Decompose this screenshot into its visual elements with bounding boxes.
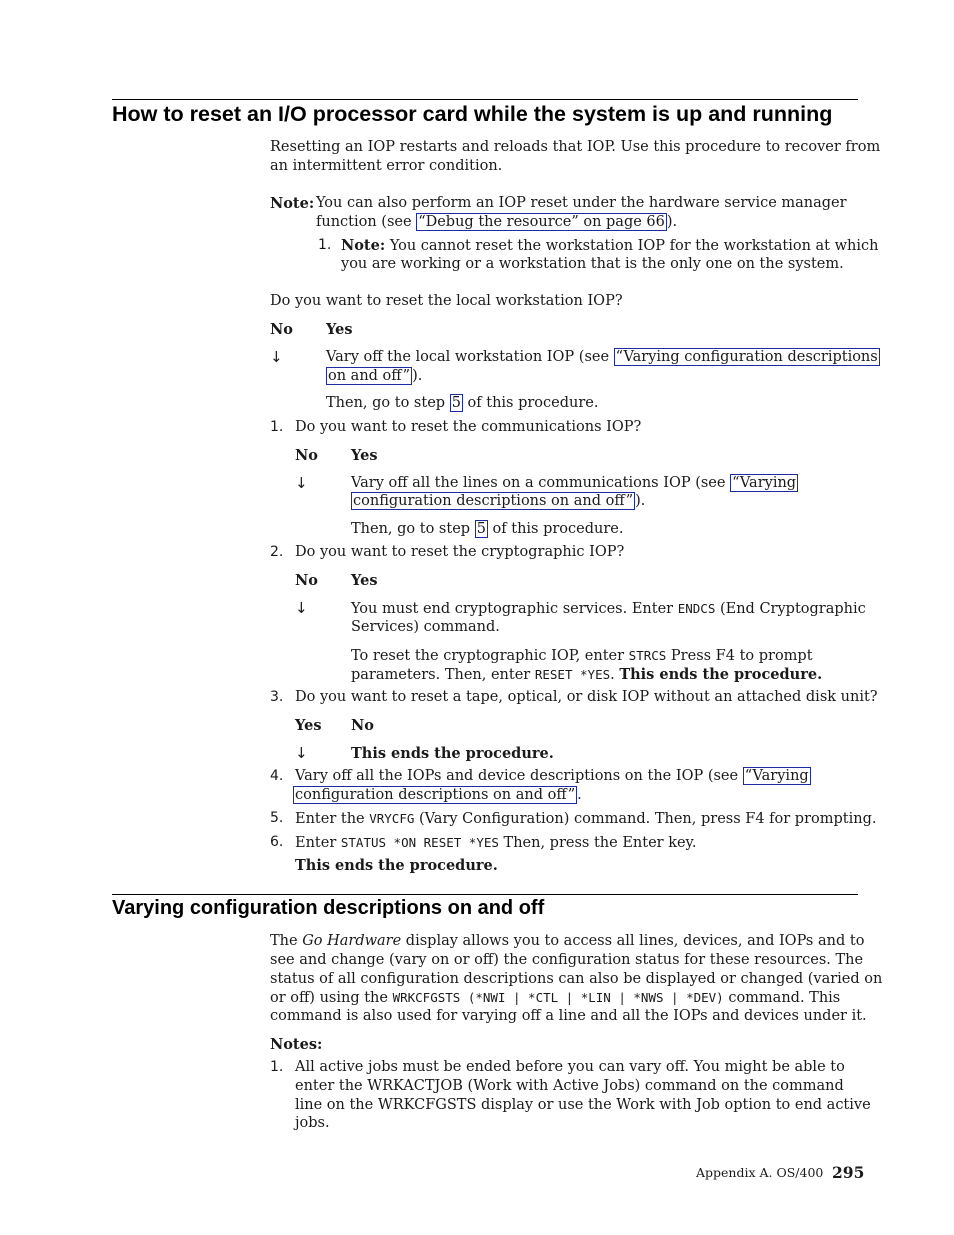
note-label: Note: [270, 195, 315, 212]
step-1-answer-line-2 [351, 492, 645, 511]
command-strcs: STRCS [628, 648, 667, 663]
notes-item-1-number: 1. [270, 1059, 284, 1075]
down-arrow-icon: ↓ [295, 744, 308, 762]
step-5-line [295, 809, 876, 829]
step-6-text-a: Enter [295, 835, 341, 851]
goto-text-a: Then, go to step [326, 395, 450, 411]
q0-answer-end: ). [412, 368, 423, 384]
step-2-text-3b: Press F4 to prompt [666, 648, 813, 664]
s2-para-line-1 [270, 932, 864, 951]
link-varying-config-2a[interactable]: “Varying [732, 475, 797, 491]
step-2-col-yes: Yes [351, 572, 378, 589]
step-4-line-1 [295, 767, 811, 786]
note-line-2 [316, 213, 677, 232]
step-5-number: 5. [270, 810, 284, 826]
link-step-5[interactable]: 5 [476, 521, 486, 537]
step-4-text: Vary off all the IOPs and device descriptions on the IOP (see [295, 768, 743, 784]
step-1-col-yes: Yes [351, 447, 378, 464]
command-wrkcfgsts: WRKCFGSTS (*NWI | *CTL | *LIN | *NWS | *DEV) [392, 990, 724, 1005]
note-text-b: ). [666, 214, 678, 230]
footer-label: Appendix A. OS/400 [696, 1165, 824, 1180]
step-2-answer-line-2: Services) command. [351, 619, 500, 635]
command-vrycfg: VRYCFG [369, 811, 415, 826]
q0-answer-line-1 [326, 348, 880, 367]
section-title-varying: Varying configuration descriptions on and off [112, 897, 545, 919]
step-6-text-b: Then, press the Enter key. [498, 835, 697, 851]
step-1-answer-line-1 [351, 474, 798, 493]
s2-p4-a: or off) using the [270, 990, 393, 1006]
link-varying-config-3a[interactable]: “Varying [744, 768, 809, 784]
step-3-end-procedure: This ends the procedure. [351, 745, 554, 762]
s2-go-hardware: Go Hardware [302, 933, 402, 949]
step-2-text-4a: parameters. Then, enter [351, 667, 535, 683]
command-reset-yes: RESET *YES [534, 667, 611, 682]
note-text-a: function (see [316, 214, 417, 230]
subnote-number: 1. [318, 237, 332, 253]
link-varying-config-2b[interactable]: configuration descriptions on and off” [353, 493, 634, 509]
link-varying-config-1a[interactable]: “Varying configuration descriptions [615, 349, 878, 365]
step-1-col-no: No [295, 447, 318, 464]
step-3-col-no: No [351, 717, 374, 734]
step-2-answer-line-1 [351, 599, 866, 619]
s2-para-line-2: see and change (vary on or off) the configuration status for these resources. The [270, 952, 864, 968]
notes-item-1-line-2: enter the WRKACTJOB (Work with Active Jobs) command on the command [295, 1078, 844, 1094]
goto-text-a: Then, go to step [351, 521, 475, 537]
down-arrow-icon: ↓ [270, 348, 283, 366]
notes-item-1-line-1: All active jobs must be ended before you can vary off. You might be able to [295, 1059, 845, 1075]
step-2-text-4b: . [610, 667, 620, 683]
link-debug-resource[interactable]: “Debug the resource” on page 66 [418, 214, 665, 230]
s2-para-line-4 [270, 988, 840, 1008]
q0-answer-line-2 [326, 367, 422, 386]
notes-label: Notes: [270, 1036, 323, 1053]
s2-p1-b: display allows you to access all lines, devices, and IOPs and to [401, 933, 865, 949]
section-title-reset-iop: How to reset an I/O processor card while the system is up and running [112, 102, 833, 126]
step-1-question: Do you want to reset the communications IOP? [295, 419, 642, 435]
step-6-end-procedure: This ends the procedure. [295, 857, 498, 874]
command-status-on-reset: STATUS *ON RESET *YES [340, 835, 499, 850]
step-2-number: 2. [270, 544, 284, 560]
note-line-1: You can also perform an IOP reset under the hardware service manager [316, 195, 847, 211]
subnote-line-1 [341, 236, 878, 256]
notes-item-1-line-4: jobs. [295, 1115, 330, 1131]
step-4-end: . [577, 787, 582, 803]
q0-col-no: No [270, 321, 293, 338]
step-3-number: 3. [270, 689, 284, 705]
step-2-answer-line-4 [351, 665, 822, 685]
intro-line-1: Resetting an IOP restarts and reloads that IOP. Use this procedure to recover from [270, 139, 881, 155]
step-2-end-procedure: This ends the procedure. [619, 666, 823, 683]
section-rule-varying [112, 894, 858, 895]
step-1-goto-step [351, 520, 623, 539]
step-5-text-b: (Vary Configuration) command. Then, press F4 for prompting. [414, 811, 877, 827]
step-5-text-a: Enter the [295, 811, 370, 827]
link-varying-config-3b[interactable]: configuration descriptions on and off” [295, 787, 576, 803]
step-1-answer-text: Vary off all the lines on a communications IOP (see [351, 475, 731, 491]
step-3-question: Do you want to reset a tape, optical, or disk IOP without an attached disk unit? [295, 689, 878, 705]
step-6-line [295, 833, 696, 853]
s2-p1-a: The [270, 933, 303, 949]
notes-item-1-line-3: line on the WRKCFGSTS display or use the Work with Job option to end active [295, 1097, 871, 1113]
step-1-number: 1. [270, 419, 284, 435]
goto-text-b: of this procedure. [462, 395, 599, 411]
step-1-answer-end: ). [635, 493, 646, 509]
step-2-text-1a: You must end cryptographic services. Enter [351, 601, 678, 617]
subnote-label: Note: [341, 237, 386, 254]
step-4-number: 4. [270, 768, 284, 784]
down-arrow-icon: ↓ [295, 474, 308, 492]
subnote-line-2: you are working or a workstation that is the only one on the system. [341, 256, 844, 272]
link-step-5[interactable]: 5 [451, 395, 461, 411]
intro-line-2: an intermittent error condition. [270, 158, 503, 174]
step-6-number: 6. [270, 834, 284, 850]
step-3-col-yes: Yes [295, 717, 322, 734]
subnote-text-1: You cannot reset the workstation IOP for the workstation at which [389, 238, 879, 254]
link-varying-config-1b[interactable]: on and off” [328, 368, 411, 384]
s2-para-line-3: status of all configuration descriptions can also be displayed or changed (varied on [270, 971, 883, 987]
step-2-text-3a: To reset the cryptographic IOP, enter [351, 648, 629, 664]
step-2-col-no: No [295, 572, 318, 589]
step-4-line-2 [293, 786, 582, 805]
s2-p4-b: command. This [723, 990, 841, 1006]
goto-text-b: of this procedure. [487, 521, 624, 537]
command-endcs: ENDCS [677, 601, 716, 616]
step-2-answer-line-3 [351, 646, 813, 666]
section-rule-top [112, 99, 858, 100]
s2-para-line-5: command is also used for varying off a line and all the IOPs and devices under it. [270, 1008, 867, 1024]
step-2-question: Do you want to reset the cryptographic IOP? [295, 544, 625, 560]
q0-goto-step [326, 394, 598, 413]
q0-answer-text: Vary off the local workstation IOP (see [326, 349, 614, 365]
step-2-text-1b: (End Cryptographic [715, 601, 866, 617]
down-arrow-icon: ↓ [295, 599, 308, 617]
q0-col-yes: Yes [326, 321, 353, 338]
question-local-workstation: Do you want to reset the local workstation IOP? [270, 293, 623, 309]
page-number: 295 [832, 1163, 865, 1182]
